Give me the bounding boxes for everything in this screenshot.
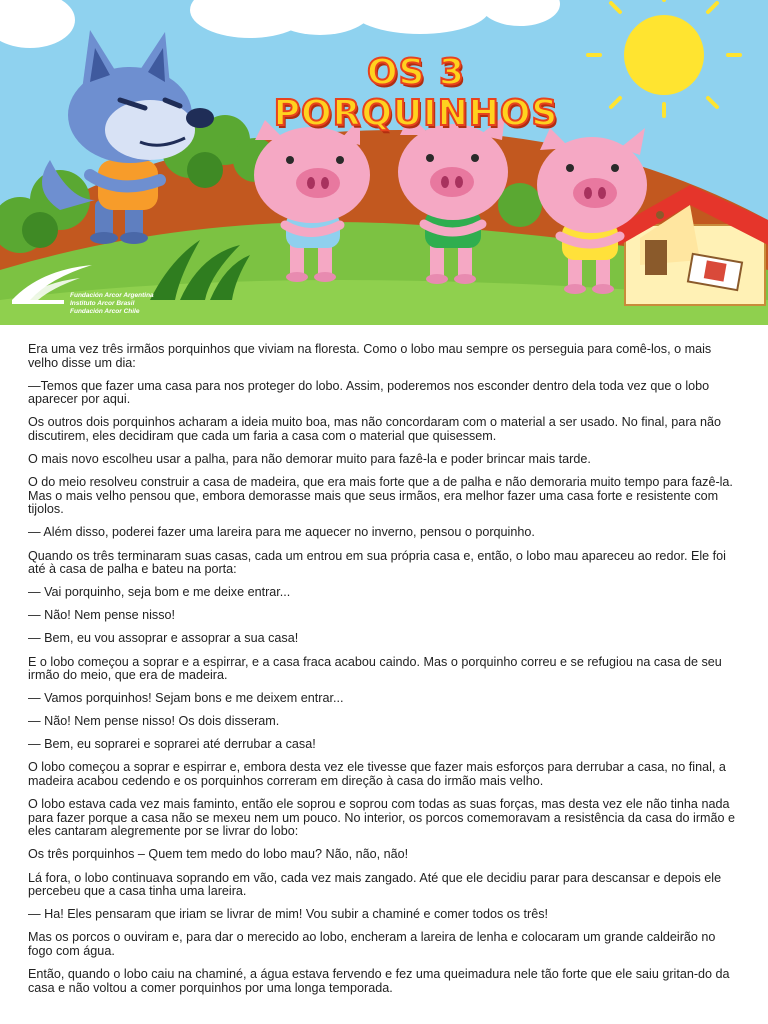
- story-paragraph: — Não! Nem pense nisso! Os dois disseram.: [28, 714, 280, 729]
- story-paragraph: O lobo estava cada vez mais faminto, então ele soprou e soprou com todas as suas forças, mas desta vez ele não tinha nada para fazer porque a casa não se mexeu nem um pouco. No interior, os porcos comemoravam a resistência da casa do irmão e eles cantaram alegremente por se livrar do lobo:: [28, 797, 736, 839]
- story-paragraph: Era uma vez três irmãos porquinhos que viviam na floresta. Como o lobo mau sempre os perseguia para comê-los, o mais velho disse um dia:: [28, 342, 712, 370]
- story-banner-illustration: [0, 0, 768, 325]
- banner-scene: [0, 0, 768, 325]
- story-paragraph: O lobo começou a soprar e espirrar e, embora desta vez ele tivesse que fazer mais esforços para derrubar a casa, no final, a madeira acabou cedendo e os porquinhos correram em direção à casa do irmão mais velho.: [28, 760, 726, 789]
- story-paragraph: O mais novo escolheu usar a palha, para não demorar muito para fazê-la e poder brincar mais tarde.: [28, 452, 591, 467]
- sponsor-line: Fundación Arcor Argentina: [70, 292, 154, 299]
- sponsor-line: Fundación Arcor Chile: [70, 308, 140, 315]
- story-paragraph: — Não! Nem pense nisso!: [28, 608, 175, 623]
- story-paragraph: Então, quando o lobo caiu na chaminé, a água estava fervendo e fez uma queimadura nele tão forte que ele saiu gritan-do da casa e não voltou a comer porquinhos por uma longa temporada.: [28, 967, 730, 995]
- story-paragraph: O do meio resolveu construir a casa de madeira, que era mais forte que a de palha e não demoraria muito tempo para fazê-la. Mas o mais velho pensou que, embora demorasse mais que seus irmãos, era melhor fazer uma casa forte e resistente com tijolos.: [28, 475, 733, 517]
- story-paragraph: —Temos que fazer uma casa para nos proteger do lobo. Assim, poderemos nos esconder dentro dela toda vez que o lobo aparecer por aqui.: [28, 378, 710, 407]
- page-title: OS 3 PORQUINHOS: [273, 52, 559, 134]
- story-paragraph: Os outros dois porquinhos acharam a ideia muito boa, mas não concordaram com o material a ser usado. No final, para não discutirem, eles decidiram que cada um faria a casa com o material que quisessem.: [28, 415, 722, 443]
- story-paragraph: Lá fora, o lobo continuava soprando em vão, cada vez mais zangado. Até que ele decidiu parar para descansar e depois ele percebeu que a casa tinha uma lareira.: [28, 870, 722, 899]
- sponsor-credits: [70, 292, 154, 316]
- story-paragraph: — Vai porquinho, seja bom e me deixe entrar...: [28, 585, 291, 600]
- story-paragraph: — Bem, eu vou assoprar e assoprar a sua casa!: [28, 631, 299, 646]
- story-paragraph: Quando os três terminaram suas casas, cada um entrou em sua própria casa e, então, o lobo mau apareceu ao redor. Ele foi até à casa de palha e bateu na porta:: [28, 548, 726, 577]
- story-text: [28, 343, 742, 1005]
- story-paragraph: Os três porquinhos – Quem tem medo do lobo mau? Não, não, não!: [28, 847, 409, 862]
- story-paragraph: — Além disso, poderei fazer uma lareira para me aquecer no inverno, pensou o porquinho.: [28, 525, 535, 540]
- story-paragraph: Mas os porcos o ouviram e, para dar o merecido ao lobo, encheram a lareira de lenha e colocaram um grande caldeirão no fogo com água.: [28, 930, 716, 958]
- story-paragraph: — Bem, eu soprarei e soprarei até derrubar a casa!: [28, 737, 316, 752]
- sponsor-line: Instituto Arcor Brasil: [70, 300, 135, 307]
- story-paragraph: E o lobo começou a soprar e a espirrar, e a casa fraca acabou caindo. Mas o porquinho correu e se refugiou na casa de seu irmão do meio, que era de madeira.: [28, 654, 722, 683]
- story-paragraph: — Vamos porquinhos! Sejam bons e me deixem entrar...: [28, 691, 344, 706]
- story-paragraph: — Ha! Eles pensaram que iriam se livrar de mim! Vou subir a chaminé e comer todos os três!: [28, 907, 549, 922]
